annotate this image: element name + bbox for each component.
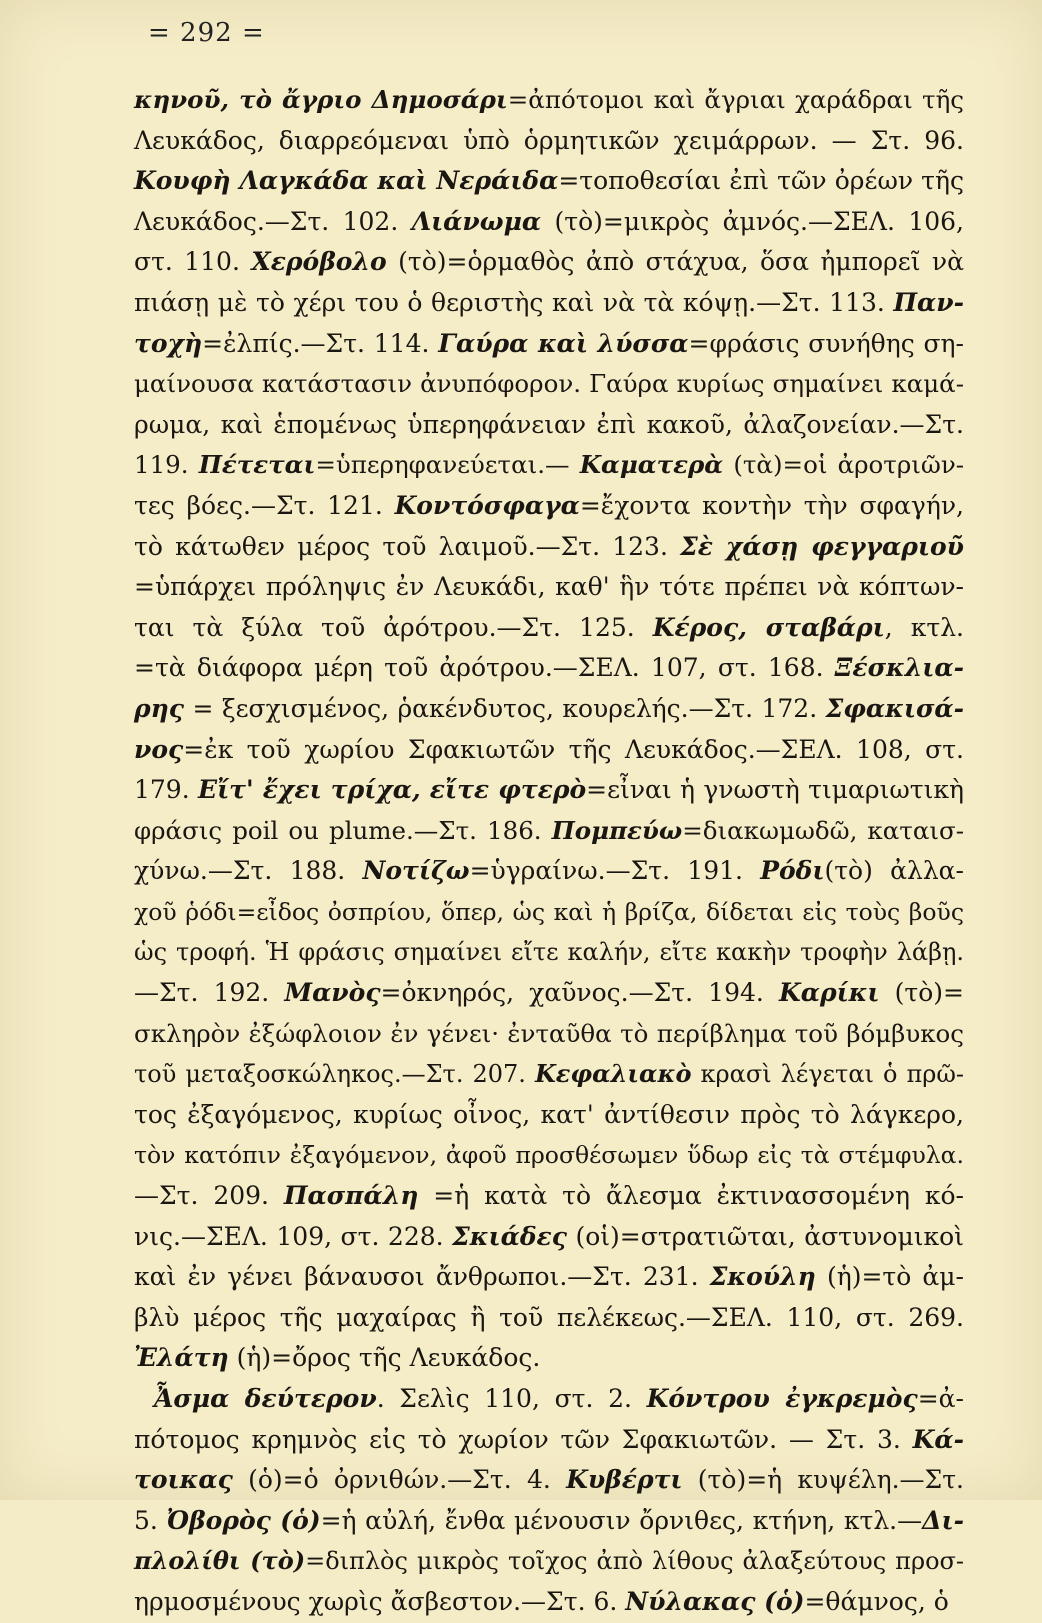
headword: Σκιάδες bbox=[452, 1221, 567, 1251]
definition-text: χύνω.—Στ. 188. bbox=[134, 856, 363, 886]
definition-text: τὸν κατόπιν ἐξαγόμενον, ἀφοῦ προσθέσωμεν ὕδωρ εἰς τὰ στέμφυλα. bbox=[134, 1141, 964, 1170]
headword: Καματερὰ bbox=[579, 450, 724, 480]
text-line bbox=[134, 770, 964, 811]
headword: Λιάνωμα bbox=[411, 206, 542, 236]
text-line bbox=[134, 364, 964, 405]
headword: τοχὴ bbox=[134, 328, 203, 358]
text-line bbox=[134, 689, 964, 730]
headword: Πασπάλη bbox=[283, 1181, 419, 1211]
definition-text: =εἶναι ἡ γνωστὴ τιμαριωτικὴ bbox=[586, 775, 964, 805]
headword: Κεφαλιακὸ bbox=[534, 1059, 692, 1089]
headword: Ἆσμα δεύτερον bbox=[154, 1384, 377, 1413]
headword: Κόντρου ἐγκρεμὸς bbox=[646, 1384, 918, 1413]
text-line bbox=[134, 1095, 964, 1136]
definition-text: =ἡ αὐλή, ἔνθα μένουσιν ὄρνιθες, κτήνη, κτλ.— bbox=[320, 1505, 923, 1535]
text-line bbox=[134, 1176, 964, 1217]
definition-text: =τὰ διάφορα μέρη τοῦ ἀρότρου.—ΣΕΛ. 107, στ. 168. bbox=[134, 653, 835, 683]
text-line bbox=[134, 283, 964, 324]
definition-text: , κτλ. bbox=[884, 612, 965, 642]
headword: Πέτεται bbox=[198, 450, 316, 480]
definition-text: =ὑπάρχει πρόληψις ἐν Λευκάδι, καθ' ἣν τότε πρέπει νὰ κόπτων- bbox=[134, 572, 964, 602]
glossary-text bbox=[134, 80, 964, 1623]
headword: Νοτίζω bbox=[362, 856, 470, 886]
definition-text: χοῦ ῥόδι=εἶδος ὀσπρίου, ὅπερ, ὡς καὶ ἡ βρίζα, δίδεται εἰς τοὺς βοῦς bbox=[134, 897, 964, 926]
definition-text: ρωμα, καὶ ἑπομένως ὑπερηφάνειαν ἐπὶ κακοῦ, ἀλαζονείαν.—Στ. bbox=[134, 409, 964, 439]
definition-text: (τὸ)=μικρὸς ἀμνός.—ΣΕΛ. 106, bbox=[541, 206, 964, 236]
headword: Μανὸς bbox=[284, 978, 381, 1008]
headword: Κουφὴ Λαγκάδα καὶ Νεράιδα bbox=[134, 166, 559, 196]
definition-text: φράσις poil ou plume.—Στ. 186. bbox=[134, 815, 552, 845]
definition-text: = ξεσχισμένος, ῥακένδυτος, κουρελής.—Στ. 172. bbox=[184, 693, 826, 723]
definition-text: =ἐκ τοῦ χωρίου Σφακιωτῶν τῆς Λευκάδος.—ΣΕΛ. 108, στ. bbox=[183, 734, 964, 764]
page-number: = 292 = bbox=[148, 18, 265, 48]
definition-text: ται τὰ ξύλα τοῦ ἀρότρου.—Στ. 125. bbox=[134, 612, 653, 642]
text-line bbox=[134, 608, 964, 649]
text-line bbox=[134, 1582, 964, 1623]
text-line bbox=[134, 932, 964, 973]
headword: Ρόδι bbox=[760, 856, 825, 886]
headword: Δι- bbox=[922, 1505, 964, 1535]
headword: Κοντόσφαγα bbox=[394, 490, 580, 520]
definition-text: =διακωμωδῶ, καταισ- bbox=[682, 815, 964, 845]
definition-text: πότομος κρημνὸς εἰς τὸ χωρίον τῶν Σφακιωτῶν. — Στ. 3. bbox=[134, 1424, 913, 1454]
definition-text: νις.—ΣΕΛ. 109, στ. 228. bbox=[134, 1221, 453, 1251]
definition-text: τὸ κάτωθεν μέρος τοῦ λαιμοῦ.—Στ. 123. bbox=[134, 531, 681, 561]
headword: Καρίκι bbox=[778, 978, 880, 1008]
definition-text: (ὁ)=ὁ ὀρνιθών.—Στ. 4. bbox=[232, 1465, 567, 1495]
text-line bbox=[134, 202, 964, 243]
definition-text: (τὰ)=οἱ ἀροτριῶν- bbox=[723, 450, 965, 480]
text-line bbox=[134, 1298, 964, 1339]
text-line bbox=[134, 648, 964, 689]
text-line bbox=[134, 324, 964, 365]
headword: Χερόβολο bbox=[251, 247, 387, 277]
definition-text: Λευκάδος.—Στ. 102. bbox=[134, 206, 412, 236]
definition-text: βλὺ μέρος τῆς μαχαίρας ἢ τοῦ πελέκεως.—ΣΕΛ. 110, στ. 269. bbox=[134, 1302, 964, 1332]
headword: Σκούλη bbox=[709, 1262, 816, 1292]
headword: τοικας bbox=[134, 1465, 233, 1495]
definition-text: (ἡ)=ὄρος τῆς Λευκάδος. bbox=[228, 1343, 541, 1373]
definition-text: στ. 110. bbox=[134, 247, 252, 277]
text-line bbox=[134, 161, 964, 202]
text-line bbox=[134, 1338, 964, 1379]
headword: κηνοῦ, τὸ ἄγριο Δημοσάρι bbox=[134, 85, 508, 114]
definition-text: 179. bbox=[134, 775, 199, 805]
definition-text: 119. bbox=[134, 450, 199, 480]
text-line bbox=[134, 527, 964, 568]
definition-text: =ἀπότομοι καὶ ἄγριαι χαράδραι τῆς bbox=[507, 85, 964, 114]
definition-text: (οἱ)=στρατιῶται, ἀστυνομικοὶ bbox=[566, 1221, 964, 1251]
headword: Παν- bbox=[893, 287, 964, 317]
definition-text: τοῦ μεταξοσκώληκος.—Στ. 207. bbox=[134, 1060, 535, 1089]
text-line bbox=[134, 121, 964, 162]
text-line bbox=[134, 1420, 964, 1461]
definition-text: =θάμνος, ὁ bbox=[804, 1586, 949, 1616]
definition-text: =διπλὸς μικρὸς τοῖχος ἀπὸ λίθους ἀλαξεύτους προσ- bbox=[305, 1547, 965, 1576]
definition-text: =ἔχοντα κοντὴν τὴν σφαγήν, bbox=[579, 490, 964, 520]
definition-text: —Στ. 192. bbox=[134, 978, 285, 1008]
headword: Ἐλάτη bbox=[134, 1343, 229, 1373]
definition-text: =ἡ κατὰ τὸ ἄλεσμα ἐκτινασσομένη κό- bbox=[418, 1181, 964, 1211]
definition-text: πιάσῃ μὲ τὸ χέρι του ὁ θεριστὴς καὶ νὰ τὰ κόψῃ.—Στ. 113. bbox=[134, 287, 894, 317]
headword: Πομπεύω bbox=[551, 815, 683, 845]
definition-text: σκληρὸν ἐξώφλοιον ἐν γένει· ἐνταῦθα τὸ περίβλημα τοῦ βόμβυκος bbox=[134, 1018, 964, 1048]
headword: Εἴτ' ἔχει τρίχα, εἴτε φτερὸ bbox=[198, 775, 587, 805]
definition-text: 5. bbox=[134, 1505, 167, 1535]
definition-text: ὡς τροφή. Ἡ φράσις σημαίνει εἴτε καλήν, εἴτε κακὴν τροφὴν λάβῃ. bbox=[134, 938, 964, 967]
text-line bbox=[134, 486, 964, 527]
text-line bbox=[134, 445, 964, 486]
headword: ρης bbox=[134, 693, 185, 723]
text-line bbox=[134, 1501, 964, 1542]
definition-text: . Σελὶς 110, στ. 2. bbox=[376, 1384, 647, 1413]
definition-text: ηρμοσμένους χωρὶς ἄσβεστον.—Στ. 6. bbox=[134, 1586, 626, 1616]
definition-text: =ὑγραίνω.—Στ. 191. bbox=[469, 856, 761, 886]
headword: Κυβέρτι bbox=[566, 1465, 683, 1495]
headword: Σφακισά- bbox=[825, 693, 964, 723]
headword: Γαύρα καὶ λύσσα bbox=[438, 328, 689, 358]
definition-text: =τοποθεσίαι ἐπὶ τῶν ὀρέων τῆς bbox=[558, 166, 964, 196]
definition-text: =ὀκνηρός, χαῦνος.—Στ. 194. bbox=[380, 978, 779, 1008]
headword: Νύλακας (ὁ) bbox=[625, 1586, 805, 1616]
text-line bbox=[134, 730, 964, 771]
definition-text: τες βόες.—Στ. 121. bbox=[134, 490, 395, 520]
definition-text: (τὸ)= bbox=[879, 978, 964, 1008]
text-line bbox=[134, 1135, 964, 1176]
text-line bbox=[134, 1541, 964, 1582]
definition-text: (τὸ)=ἡ κυψέλη.—Στ. bbox=[682, 1465, 965, 1495]
text-line bbox=[134, 973, 964, 1014]
text-line bbox=[134, 80, 964, 121]
definition-text: —Στ. 209. bbox=[134, 1181, 284, 1211]
definition-text: =ὑπερηφανεύεται.— bbox=[315, 450, 580, 480]
headword: νος bbox=[134, 734, 184, 764]
headword: Σὲ χάσῃ φεγγαριοῦ bbox=[680, 531, 964, 561]
headword: Κέρος, σταβάρι bbox=[652, 612, 885, 642]
text-line bbox=[134, 1054, 964, 1095]
definition-text: =ἐλπίς.—Στ. 114. bbox=[202, 328, 439, 358]
text-line bbox=[134, 811, 964, 852]
text-line bbox=[134, 1379, 964, 1420]
definition-text: =ἀ- bbox=[917, 1384, 964, 1413]
text-line bbox=[134, 1217, 964, 1258]
definition-text: κρασὶ λέγεται ὁ πρῶ- bbox=[691, 1060, 964, 1089]
definition-text: (τὸ) ἀλλα- bbox=[824, 856, 964, 886]
headword: Ξέσκλια- bbox=[834, 653, 964, 683]
definition-text: καὶ ἐν γένει βάναυσοι ἄνθρωποι.—Στ. 231. bbox=[134, 1262, 710, 1292]
definition-text: μαίνουσα κατάστασιν ἀνυπόφορον. Γαύρα κυρίως σημαίνει καμά- bbox=[134, 369, 964, 399]
text-line bbox=[134, 405, 964, 446]
text-line bbox=[134, 1460, 964, 1501]
text-line bbox=[134, 567, 964, 608]
headword: Κά- bbox=[912, 1424, 964, 1454]
headword: Ὀβορὸς (ὁ) bbox=[166, 1505, 321, 1535]
text-line bbox=[134, 851, 964, 892]
definition-text: =φράσις συνήθης ση- bbox=[688, 328, 964, 358]
text-line bbox=[134, 1014, 964, 1055]
definition-text: τος ἐξαγόμενος, κυρίως οἶνος, κατ' ἀντίθεσιν πρὸς τὸ λάγκερο, bbox=[134, 1099, 964, 1129]
text-line bbox=[134, 892, 964, 933]
headword: πλολίθι (τὸ) bbox=[134, 1546, 306, 1576]
definition-text: (ἡ)=τὸ ἀμ- bbox=[815, 1262, 964, 1292]
text-line bbox=[134, 242, 964, 283]
definition-text: (τὸ)=ὁρμαθὸς ἀπὸ στάχυα, ὅσα ἠμπορεῖ νὰ bbox=[386, 247, 964, 277]
text-line bbox=[134, 1257, 964, 1298]
definition-text: Λευκάδος, διαρρεόμεναι ὑπὸ ὁρμητικῶν χειμάρρων. — Στ. 96. bbox=[134, 125, 964, 155]
